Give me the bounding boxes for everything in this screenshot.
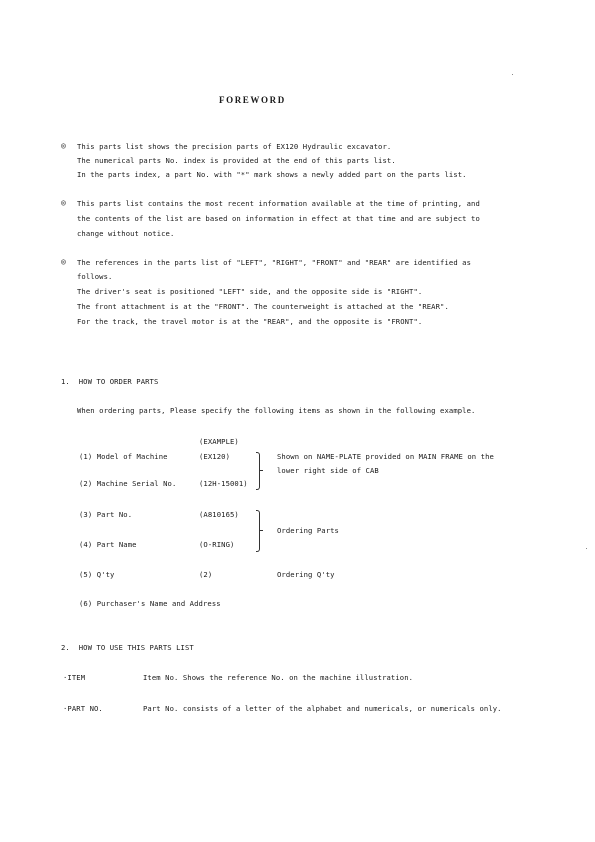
order-item-label: (5) Q'ty xyxy=(79,570,115,579)
order-item-label: (3) Part No. xyxy=(79,510,133,519)
order-item-example: (EX120) xyxy=(199,452,230,461)
term-label: ·PART NO. xyxy=(63,704,103,713)
paragraph-line: This parts list shows the precision parts of EX120 Hydraulic excavator. xyxy=(77,142,392,151)
paragraph-line: The numerical parts No. index is provided at the end of this parts list. xyxy=(77,156,396,165)
order-item-label: (1) Model of Machine xyxy=(79,452,168,461)
paragraph-line: The driver's seat is positioned "LEFT" side, and the opposite side is "RIGHT". xyxy=(77,287,423,296)
example-header: (EXAMPLE) xyxy=(199,437,239,446)
order-item-label: (2) Machine Serial No. xyxy=(79,479,177,488)
section-heading: 2. HOW TO USE THIS PARTS LIST xyxy=(61,643,194,652)
paragraph-line: For the track, the travel motor is at the "REAR", and the opposite is "FRONT". xyxy=(77,317,423,326)
section-heading: 1. HOW TO ORDER PARTS xyxy=(61,377,159,386)
term-label: ·ITEM xyxy=(63,673,86,682)
section-intro: When ordering parts, Please specify the following items as shown in the following example. xyxy=(77,406,476,415)
page-title: FOREWORD xyxy=(219,95,286,105)
bracket-tip xyxy=(260,530,263,531)
order-item-example: (O-RING) xyxy=(199,540,235,549)
scan-speck xyxy=(512,74,513,75)
nameplate-note: lower right side of CAB xyxy=(277,466,379,475)
paragraph-line: In the parts index, a part No. with "*" mark shows a newly added part on the parts list. xyxy=(77,170,467,179)
order-item-label: (6) Purchaser's Name and Address xyxy=(79,599,221,608)
order-item-example: (2) xyxy=(199,570,213,579)
bullet-icon: ◎ xyxy=(61,198,66,207)
ordering-parts-note: Ordering Parts xyxy=(277,526,339,535)
bullet-icon: ◎ xyxy=(61,257,66,266)
ordering-qty-note: Ordering Q'ty xyxy=(277,570,335,579)
paragraph-line: the contents of the list are based on information in effect at that time and are subject to xyxy=(77,214,480,223)
bracket-tip xyxy=(260,470,263,471)
bracket-ordering-parts xyxy=(256,510,260,552)
paragraph-line: This parts list contains the most recent information available at the time of printing, and xyxy=(77,199,480,208)
bracket-nameplate xyxy=(256,452,260,490)
paragraph-line: change without notice. xyxy=(77,229,175,238)
paragraph-line: The front attachment is at the "FRONT". The counterweight is attached at the "REAR". xyxy=(77,302,449,311)
term-description: Part No. consists of a letter of the alphabet and numericals, or numericals only. xyxy=(143,704,502,713)
scan-speck xyxy=(586,548,587,549)
order-item-example: (A810165) xyxy=(199,510,239,519)
paragraph-line: The references in the parts list of "LEFT", "RIGHT", "FRONT" and "REAR" are identified as xyxy=(77,258,472,267)
paragraph-line: follows. xyxy=(77,272,113,281)
order-item-label: (4) Part Name xyxy=(79,540,137,549)
nameplate-note: Shown on NAME-PLATE provided on MAIN FRAME on the xyxy=(277,452,494,461)
bullet-icon: ◎ xyxy=(61,141,66,150)
term-description: Item No. Shows the reference No. on the machine illustration. xyxy=(143,673,414,682)
order-item-example: (12H-15001) xyxy=(199,479,248,488)
